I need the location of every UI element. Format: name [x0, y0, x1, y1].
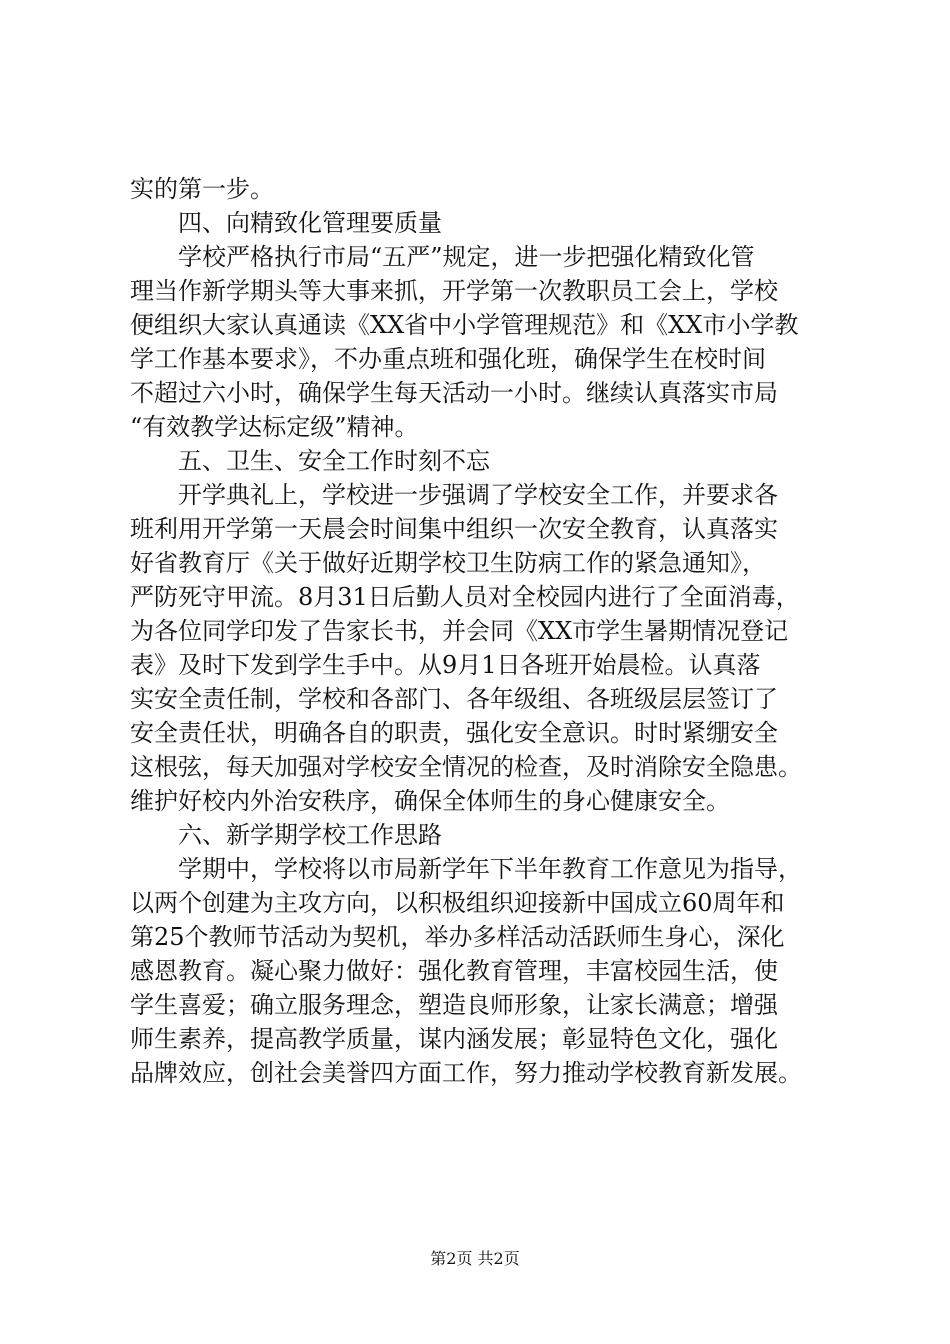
text-line: 不超过六小时，确保学生每天活动一小时。继续认真落实市局: [130, 379, 778, 407]
section-heading-6: 六、新学期学校工作思路: [178, 821, 442, 849]
text-line: 好省教育厅《关于做好近期学校卫生防病工作的紧急通知》，: [130, 549, 766, 577]
paragraph-start: 学校严格执行市局“五严”规定，进一步把强化精致化管: [178, 243, 755, 271]
text-line: 以两个创建为主攻方向，以积极组织迎接新中国成立60周年和: [130, 889, 785, 917]
text-line: “有效教学达标定级”精神。: [130, 413, 419, 441]
text-line: 学生喜爱；确立服务理念，塑造良师形象，让家长满意；增强: [130, 991, 778, 1019]
text-line: 班利用开学第一天晨会时间集中组织一次安全教育，认真落实: [130, 515, 778, 543]
section-heading-4: 四、向精致化管理要质量: [178, 209, 442, 237]
text-line: 为各位同学印发了告家长书，并会同《XX市学生暑期情况登记: [130, 617, 789, 645]
text-line: 实的第一步。: [130, 175, 274, 203]
text-line: 严防死守甲流。8月31日后勤人员对全校园内进行了全面消毒，: [130, 583, 800, 611]
text-line: 这根弦，每天加强对学校安全情况的检查，及时消除安全隐患。: [130, 753, 802, 781]
text-line: 理当作新学期头等大事来抓，开学第一次教职员工会上，学校: [130, 277, 778, 305]
text-line: 品牌效应，创社会美誉四方面工作，努力推动学校教育新发展。: [130, 1059, 802, 1087]
text-line: 维护好校内外治安秩序，确保全体师生的身心健康安全。: [130, 787, 730, 815]
text-line: 第25个教师节活动为契机，举办多样活动活跃师生身心，深化: [130, 923, 785, 951]
paragraph-start: 学期中，学校将以市局新学年下半年教育工作意见为指导，: [178, 855, 802, 883]
text-line: 表》及时下发到学生手中。从9月1日各班开始晨检。认真落: [130, 651, 761, 679]
text-line: 便组织大家认真通读《XX省中小学管理规范》和《XX市小学教: [130, 311, 799, 339]
text-line: 师生素养，提高教学质量，谋内涵发展；彰显特色文化，强化: [130, 1025, 778, 1053]
text-line: 感恩教育。凝心聚力做好：强化教育管理，丰富校园生活，使: [130, 957, 778, 985]
paragraph-start: 开学典礼上，学校进一步强调了学校安全工作，并要求各: [178, 481, 778, 509]
document-body: [130, 172, 830, 1090]
text-line: 安全责任状，明确各自的职责，强化安全意识。时时紧绷安全: [130, 719, 778, 747]
text-line: 实安全责任制，学校和各部门、各年级组、各班级层层签订了: [130, 685, 778, 713]
text-line: 学工作基本要求》，不办重点班和强化班，确保学生在校时间: [130, 345, 766, 373]
page-footer: 第2页 共2页: [430, 1249, 520, 1268]
section-heading-5: 五、卫生、安全工作时刻不忘: [178, 447, 490, 475]
